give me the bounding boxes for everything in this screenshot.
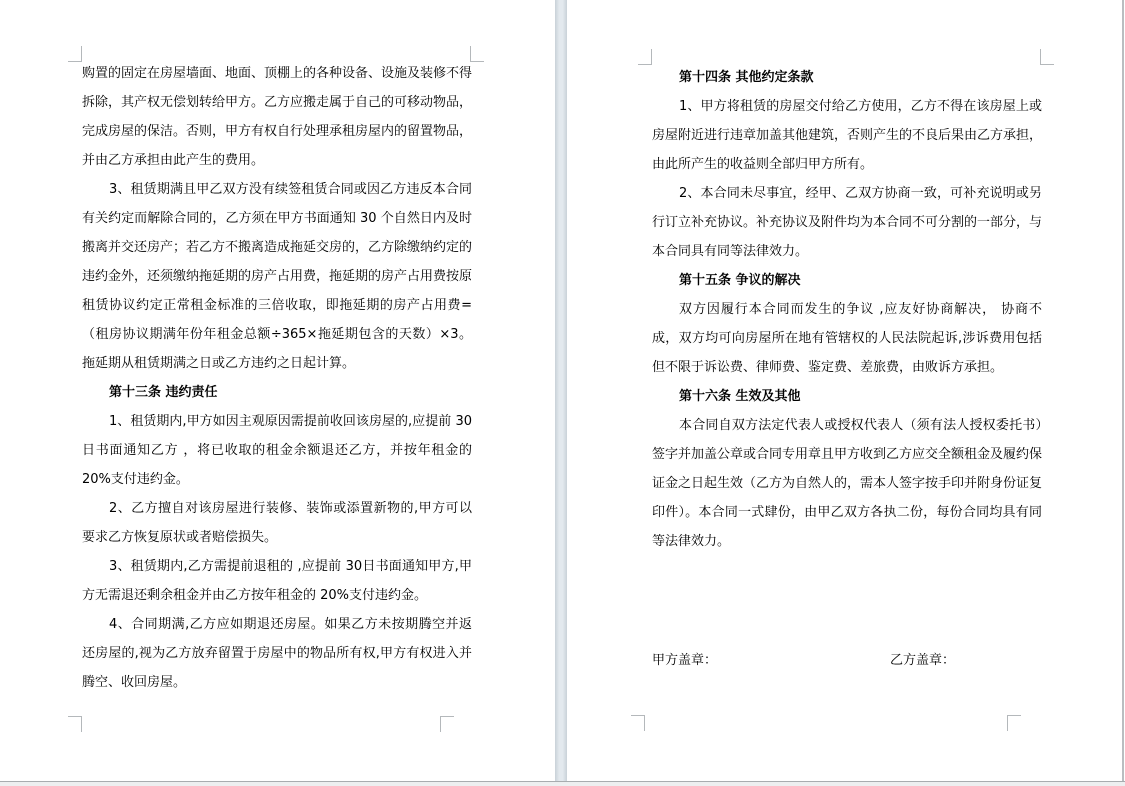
margin-corner-mark bbox=[440, 716, 454, 732]
contract-paragraph[interactable]: 购置的固定在房屋墙面、地面、顶棚上的各种设备、设施及装修不得拆除，其产权无偿划转给甲方。乙方应搬走属于自己的可移动物品，完成房屋的保洁。否则，甲方有权自行处理承租房屋内的留置物品，并由乙方承担由此产生的费用。 bbox=[82, 66, 473, 168]
contract-paragraph[interactable]: 4、合同期满,乙方应如期退还房屋。如果乙方未按期腾空并返还房屋的,视为乙方放弃留置于房屋中的物品所有权,甲方有权进入并腾空、收回房屋。 bbox=[82, 617, 472, 690]
party-a-seal-label[interactable]: 甲方盖章： bbox=[652, 653, 718, 668]
margin-corner-mark bbox=[1007, 715, 1021, 731]
contract-paragraph[interactable]: 3、租赁期内,乙方需提前退租的 ,应提前 30日书面通知甲方,甲方无需退还剩余租金并由乙方按年租金的 20%支付违约金。 bbox=[82, 559, 472, 603]
contract-paragraph[interactable]: 1、甲方将租赁的房屋交付给乙方使用，乙方不得在该房屋上或房屋附近进行违章加盖其他建筑，否则产生的不良后果由乙方承担，由此所产生的收益则全部归甲方所有。 bbox=[652, 99, 1043, 172]
page-1[interactable] bbox=[0, 0, 555, 781]
page-1-content[interactable] bbox=[82, 59, 472, 697]
contract-paragraph[interactable]: 双方因履行本合同而发生的争议 ,应友好协商解决， 协商不成，双方均可向房屋所在地有管辖权的人民法院起诉,涉诉费用包括但不限于诉讼费、律师费、鉴定费、差旅费，由败诉方承担。 bbox=[652, 302, 1042, 375]
contract-paragraph[interactable]: 2、本合同未尽事宜，经甲、乙双方协商一致，可补充说明或另行订立补充协议。补充协议及附件均为本合同不可分割的一部分，与本合同具有同等法律效力。 bbox=[652, 186, 1043, 259]
margin-corner-mark bbox=[1040, 49, 1054, 65]
page-2-content[interactable] bbox=[652, 63, 1042, 556]
margin-corner-mark bbox=[68, 716, 82, 732]
contract-paragraph[interactable]: 2、乙方擅自对该房屋进行装修、装饰或添置新物的,甲方可以要求乙方恢复原状或者赔偿损失。 bbox=[82, 501, 472, 545]
margin-corner-mark bbox=[638, 49, 652, 65]
section-heading[interactable]: 第十三条 违约责任 bbox=[109, 385, 218, 400]
party-b-seal-label[interactable]: 乙方盖章： bbox=[890, 653, 956, 668]
margin-corner-mark bbox=[470, 46, 484, 62]
window-right-border bbox=[1122, 0, 1124, 781]
contract-paragraph[interactable]: 1、租赁期内,甲方如因主观原因需提前收回该房屋的,应提前 30日书面通知乙方 ，将已收取的租金余额退还乙方，并按年租金的 20%支付违约金。 bbox=[82, 414, 472, 487]
canvas-bottom-edge bbox=[0, 781, 1125, 786]
section-heading[interactable]: 第十五条 争议的解决 bbox=[679, 273, 801, 288]
contract-paragraph[interactable]: 3、租赁期满且甲乙双方没有续签租赁合同或因乙方违反本合同有关约定而解除合同的，乙方须在甲方书面通知 30 个自然日内及时搬离并交还房产；若乙方不搬离造成拖延交房的，乙方除缴纳约定的违约金外，还须缴纳拖延期的房产占用费，拖延期的房产占用费按原租赁协议约定正常租金标准的三倍收取，即拖延期的房产占用费=（租房协议期满年份年租金总额÷365×拖延期包含的天数）×3。拖延期从租赁期满之日或乙方违约之日起计算。 bbox=[82, 182, 473, 371]
signature-row[interactable] bbox=[652, 646, 1072, 675]
section-heading[interactable]: 第十四条 其他约定条款 bbox=[679, 70, 814, 85]
margin-corner-mark bbox=[68, 46, 82, 62]
section-heading[interactable]: 第十六条 生效及其他 bbox=[679, 389, 801, 404]
page-gap bbox=[555, 0, 567, 781]
page-2[interactable] bbox=[567, 0, 1122, 781]
margin-corner-mark bbox=[631, 715, 645, 731]
contract-paragraph[interactable]: 本合同自双方法定代表人或授权代表人（须有法人授权委托书）签字并加盖公章或合同专用章且甲方收到乙方应交全额租金及履约保证金之日起生效（乙方为自然人的，需本人签字按手印并附身份证复印件）。本合同一式肆份，由甲乙双方各执二份，每份合同均具有同等法律效力。 bbox=[652, 418, 1043, 549]
